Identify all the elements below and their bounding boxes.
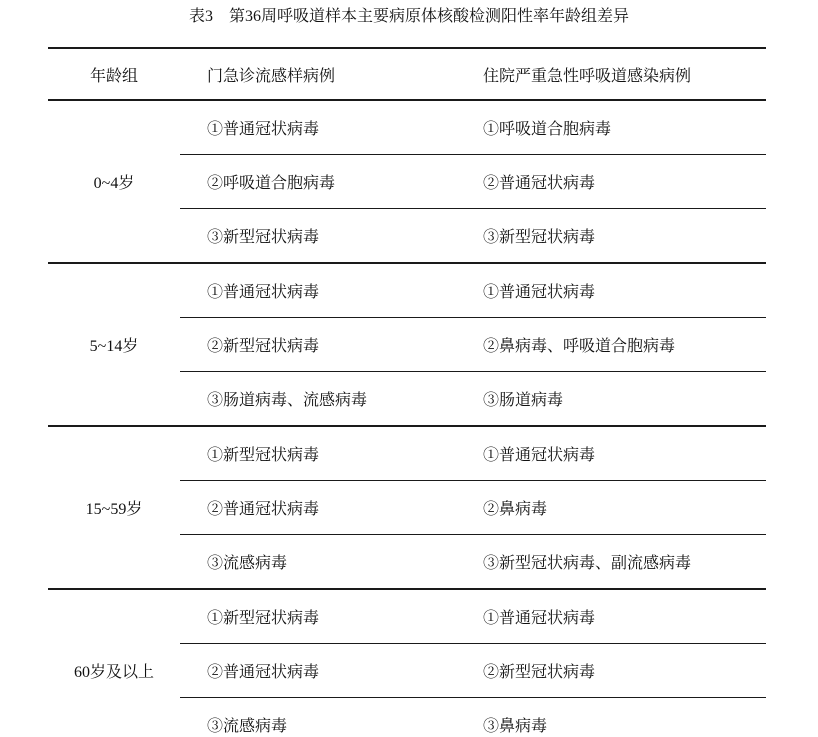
header-ili-cases: 门急诊流感样病例 xyxy=(180,48,456,100)
sari-rank-cell: ②新型冠状病毒 xyxy=(456,644,766,698)
sari-rank-cell: ③肠道病毒 xyxy=(456,372,766,427)
ili-rank-cell: ②新型冠状病毒 xyxy=(180,318,456,372)
sari-rank-cell: ②普通冠状病毒 xyxy=(456,155,766,209)
pathogen-positivity-table xyxy=(48,47,766,737)
age-group-label: 5~14岁 xyxy=(48,263,180,426)
header-sari-cases: 住院严重急性呼吸道感染病例 xyxy=(456,48,766,100)
ili-rank-cell: ③肠道病毒、流感病毒 xyxy=(180,372,456,427)
table-row xyxy=(48,589,766,644)
ili-rank-cell: ①普通冠状病毒 xyxy=(180,263,456,318)
table-row xyxy=(48,426,766,481)
age-group-label: 15~59岁 xyxy=(48,426,180,589)
ili-rank-cell: ②普通冠状病毒 xyxy=(180,644,456,698)
sari-rank-cell: ③新型冠状病毒 xyxy=(456,209,766,264)
sari-rank-cell: ①呼吸道合胞病毒 xyxy=(456,100,766,155)
ili-rank-cell: ①新型冠状病毒 xyxy=(180,426,456,481)
age-group-label: 0~4岁 xyxy=(48,100,180,263)
sari-rank-cell: ②鼻病毒 xyxy=(456,481,766,535)
table-title: 表3 第36周呼吸道样本主要病原体核酸检测阳性率年龄组差异 xyxy=(188,8,629,25)
ili-rank-cell: ①普通冠状病毒 xyxy=(180,100,456,155)
header-age-group: 年龄组 xyxy=(48,48,180,100)
sari-rank-cell: ③鼻病毒 xyxy=(483,718,548,735)
ili-rank-cell: ③流感病毒 xyxy=(207,718,288,735)
sari-rank-cell: ①普通冠状病毒 xyxy=(456,263,766,318)
table-row xyxy=(48,263,766,318)
age-group-label: 60岁及以上 xyxy=(73,664,154,681)
sari-rank-cell: ③新型冠状病毒、副流感病毒 xyxy=(456,535,766,590)
ili-rank-cell: ③新型冠状病毒 xyxy=(180,209,456,264)
sari-rank-cell: ①普通冠状病毒 xyxy=(456,426,766,481)
sari-rank-cell: ①普通冠状病毒 xyxy=(456,589,766,644)
ili-rank-cell: ②普通冠状病毒 xyxy=(180,481,456,535)
table-row xyxy=(48,100,766,155)
ili-rank-cell: ①新型冠状病毒 xyxy=(180,589,456,644)
header-row xyxy=(48,48,766,100)
ili-rank-cell: ②呼吸道合胞病毒 xyxy=(180,155,456,209)
ili-rank-cell: ③流感病毒 xyxy=(180,535,456,590)
sari-rank-cell: ②鼻病毒、呼吸道合胞病毒 xyxy=(456,318,766,372)
table-container xyxy=(48,47,766,737)
